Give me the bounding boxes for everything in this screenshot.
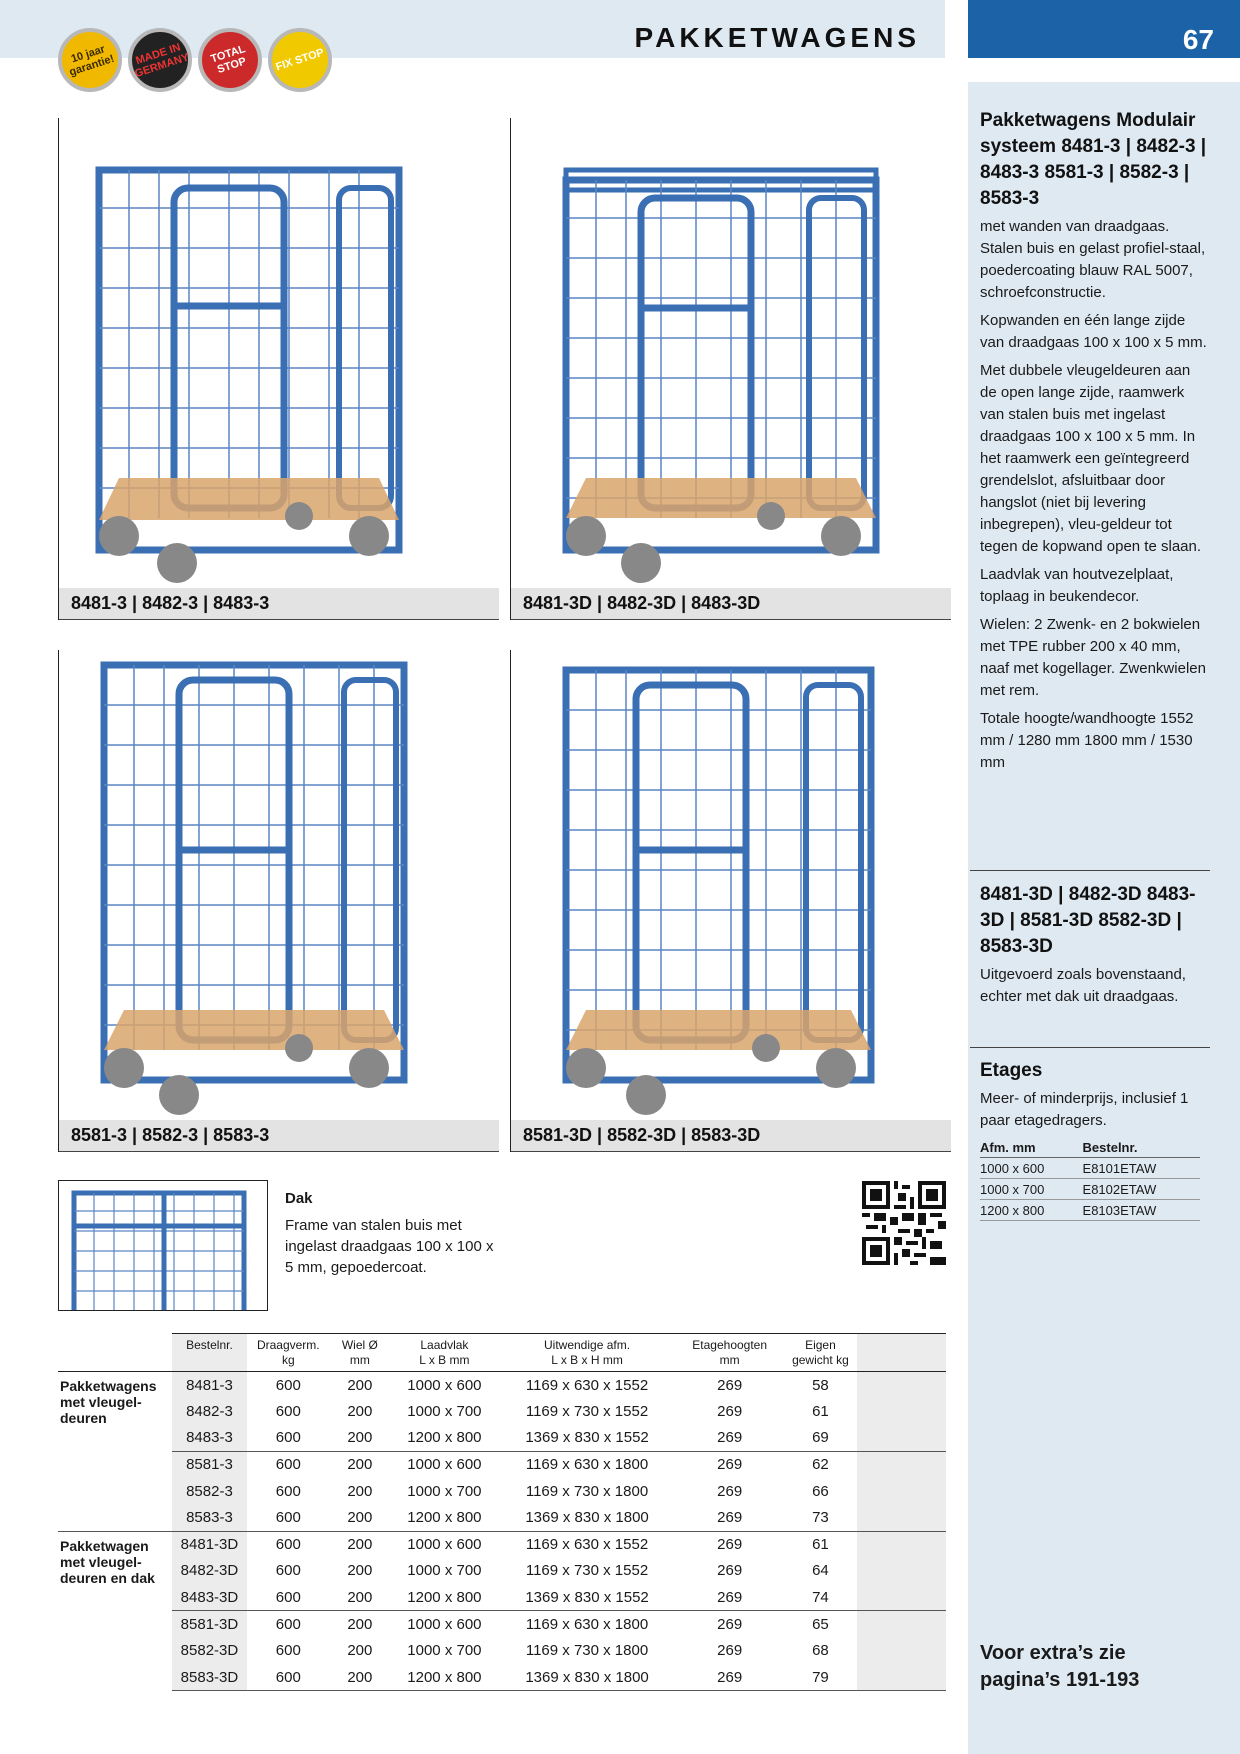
- cell: 269: [717, 1429, 743, 1447]
- cell: 269: [717, 1588, 743, 1606]
- table-row: [58, 1425, 946, 1452]
- cell-order-no: 8482-3D: [172, 1558, 247, 1585]
- cell: 269: [717, 1562, 743, 1580]
- table-row: [980, 1179, 1200, 1200]
- cell: 600: [247, 1531, 330, 1558]
- table-row: [980, 1200, 1200, 1221]
- roof-title: Dak: [285, 1190, 313, 1207]
- cell-order-no: 8483-3D: [172, 1584, 247, 1611]
- cell: 61: [812, 1402, 829, 1420]
- cell: 269: [717, 1482, 743, 1500]
- cell: 65: [784, 1611, 857, 1638]
- col-header: Wiel Ø mm: [330, 1334, 390, 1372]
- cell: 600: [247, 1611, 330, 1638]
- col-header: Bestelnr.: [1083, 1138, 1200, 1158]
- cell-fill: [857, 1372, 946, 1399]
- cell: 1000 x 600: [390, 1451, 499, 1478]
- table-row: [58, 1372, 946, 1399]
- roof-image: [58, 1180, 268, 1311]
- cell: 1169 x 630 x 1552: [525, 1376, 649, 1394]
- cell: 200: [330, 1664, 390, 1691]
- specs-table: [58, 1333, 946, 1691]
- caption-8481-3D: 8481-3D | 8482-3D | 8483-3D: [511, 588, 951, 620]
- cell-fill: [857, 1398, 946, 1425]
- cell-fill: [857, 1478, 946, 1505]
- cell: 1000 x 600: [390, 1611, 499, 1638]
- page-title: PAKKETWAGENS: [634, 22, 920, 53]
- cell: 64: [812, 1562, 829, 1580]
- cell: 200: [347, 1402, 373, 1420]
- cell: 58: [812, 1376, 829, 1394]
- cell: 68: [812, 1642, 829, 1660]
- group-label: Pakketwagen met vleugel-deuren en dak: [58, 1531, 172, 1691]
- cell: 74: [812, 1588, 829, 1606]
- cell: 1200 x 800: [980, 1200, 1083, 1221]
- cell: E8101ETAW: [1083, 1158, 1200, 1179]
- cell: 600: [247, 1451, 330, 1478]
- etages-table: [980, 1138, 1200, 1221]
- table-row: [58, 1531, 946, 1558]
- cell: 600: [275, 1429, 301, 1447]
- cell-order-no: 8583-3D: [172, 1664, 247, 1691]
- cell-fill: [857, 1584, 946, 1611]
- cell: 269: [717, 1376, 743, 1394]
- table-header-row: [58, 1334, 946, 1372]
- caption-8581-3: 8581-3 | 8582-3 | 8583-3: [59, 1120, 499, 1152]
- cell: 1000 x 700: [407, 1402, 482, 1420]
- section-title: Pakketwagens Modulair systeem 8481-3 | 8482-3 | 8483-3 8581-3 | 8582-3 | 8583-3: [980, 110, 1207, 209]
- cell: 269: [717, 1509, 743, 1527]
- cell: 200: [347, 1429, 373, 1447]
- col-header: Eigen gewicht kg: [784, 1334, 857, 1372]
- cell: E8102ETAW: [1083, 1179, 1200, 1200]
- sidebar-section-etages: [980, 1058, 1210, 1132]
- cell: E8103ETAW: [1083, 1200, 1200, 1221]
- cell: 1169 x 730 x 1800: [525, 1482, 649, 1500]
- table-row: [58, 1398, 946, 1425]
- table-row: [58, 1451, 946, 1478]
- col-header: Etagehoogten mm: [675, 1334, 784, 1372]
- sidebar-divider: [970, 870, 1210, 871]
- cell: 61: [784, 1531, 857, 1558]
- table-row: [980, 1158, 1200, 1179]
- cell: 200: [347, 1376, 373, 1394]
- cell: 200: [330, 1451, 390, 1478]
- cell: 1369 x 830 x 1552: [525, 1588, 649, 1606]
- cell: 73: [812, 1509, 829, 1527]
- col-header: Uitwendige afm. L x B x H mm: [499, 1334, 675, 1372]
- cell: 1369 x 830 x 1800: [499, 1664, 675, 1691]
- product-image-8481-3: [58, 118, 498, 620]
- cell-order-no: 8481-3D: [172, 1531, 247, 1558]
- cell: 200: [347, 1642, 373, 1660]
- cell: 1200 x 800: [407, 1509, 482, 1527]
- cell: 269: [675, 1664, 784, 1691]
- section-title: Etages: [980, 1060, 1043, 1081]
- table-row: [58, 1478, 946, 1505]
- cell: 1000 x 700: [407, 1482, 482, 1500]
- section-paragraph: Kopwanden en één lange zijde van draadgaas 100 x 100 x 5 mm.: [980, 312, 1207, 351]
- table-row: [58, 1584, 946, 1611]
- cell: 600: [247, 1664, 330, 1691]
- cell: 600: [275, 1642, 301, 1660]
- cell: 1169 x 730 x 1552: [525, 1402, 649, 1420]
- caption-8581-3D: 8581-3D | 8582-3D | 8583-3D: [511, 1120, 951, 1152]
- cell-order-no: 8582-3: [172, 1478, 247, 1505]
- cell-order-no: 8581-3D: [172, 1611, 247, 1638]
- cell-fill: [857, 1504, 946, 1531]
- cell-fill: [857, 1664, 946, 1691]
- table-row: [58, 1611, 946, 1638]
- group-header: [58, 1334, 172, 1372]
- extras-reference[interactable]: Voor extra’s zie pagina’s 191-193: [980, 1642, 1140, 1691]
- col-header: Laadvlak L x B mm: [390, 1334, 499, 1372]
- section-paragraph: Met dubbele vleugeldeuren aan de open lange zijde, raamwerk van stalen buis met ingelast draadgaas 100 x 100 x 5 mm. In het raamwerk een geïntegreerd grendelslot, afsluitbaar door hangslot (niet bij levering inbegrepen), vleu-geldeur tot tegen de kopwand open te slaan.: [980, 362, 1202, 555]
- cell: 79: [784, 1664, 857, 1691]
- cell-order-no: 8581-3: [172, 1451, 247, 1478]
- table-header-row: [980, 1138, 1200, 1158]
- cell-fill: [857, 1451, 946, 1478]
- table-row: [58, 1558, 946, 1585]
- cell: 69: [812, 1429, 829, 1447]
- section-paragraph: Totale hoogte/wandhoogte 1552 mm / 1280 mm 1800 mm / 1530 mm: [980, 710, 1194, 771]
- cell: 600: [275, 1482, 301, 1500]
- cart-illustration: [511, 118, 951, 588]
- cell-fill: [857, 1637, 946, 1664]
- cell: 269: [675, 1451, 784, 1478]
- cell: 600: [275, 1588, 301, 1606]
- cell-order-no: 8481-3: [172, 1372, 247, 1399]
- cell: 200: [347, 1588, 373, 1606]
- cell: 1000 x 700: [980, 1179, 1083, 1200]
- cart-illustration: [59, 650, 499, 1120]
- page-number: 67: [968, 0, 1240, 58]
- cell: 200: [347, 1562, 373, 1580]
- cell-order-no: 8482-3: [172, 1398, 247, 1425]
- cell: 1000 x 600: [980, 1158, 1083, 1179]
- col-header-blank: [857, 1334, 946, 1372]
- cell: 66: [812, 1482, 829, 1500]
- cell: 200: [330, 1611, 390, 1638]
- sidebar-section-roof: [980, 882, 1210, 1008]
- cell-fill: [857, 1611, 946, 1638]
- cell: 1200 x 800: [407, 1429, 482, 1447]
- qr-code[interactable]: [862, 1181, 946, 1265]
- cart-illustration: [59, 118, 499, 588]
- cell: 1169 x 630 x 1800: [499, 1451, 675, 1478]
- roof-description: Frame van stalen buis met ingelast draadgaas 100 x 100 x 5 mm, gepoedercoat.: [285, 1217, 494, 1276]
- cell: 1200 x 800: [407, 1588, 482, 1606]
- cell: 62: [784, 1451, 857, 1478]
- table-row: [58, 1504, 946, 1531]
- cell: 1169 x 630 x 1552: [499, 1531, 675, 1558]
- cell: 200: [347, 1509, 373, 1527]
- cell: 1000 x 600: [390, 1531, 499, 1558]
- col-header: Bestelnr.: [172, 1334, 247, 1372]
- cell: 200: [347, 1482, 373, 1500]
- product-image-8581-3: [58, 650, 498, 1152]
- fix-stop-badge: FIX STOP: [268, 28, 332, 92]
- group-label: Pakketwagens met vleugel-deuren: [60, 1378, 157, 1426]
- section-paragraph: met wanden van draadgaas. Stalen buis en gelast profiel-staal, poedercoating blauw RAL 5007, schroefconstructie.: [980, 218, 1206, 301]
- cell-order-no: 8583-3: [172, 1504, 247, 1531]
- cell: 269: [717, 1642, 743, 1660]
- cell: 1169 x 730 x 1800: [525, 1642, 649, 1660]
- cell: 600: [275, 1562, 301, 1580]
- col-header: Afm. mm: [980, 1138, 1083, 1158]
- sidebar-section-main: [980, 108, 1210, 774]
- cell-order-no: 8582-3D: [172, 1637, 247, 1664]
- roof-illustration: [59, 1181, 268, 1311]
- cell: 1000 x 600: [407, 1376, 482, 1394]
- cell: 1000 x 700: [407, 1562, 482, 1580]
- cell: 600: [275, 1402, 301, 1420]
- total-stop-badge: TOTAL STOP: [198, 28, 262, 92]
- section-paragraph: Meer- of minderprijs, inclusief 1 paar etagedragers.: [980, 1090, 1189, 1129]
- warranty-badge: 10 jaar garantie!: [58, 28, 122, 92]
- table-row: [58, 1664, 946, 1691]
- cell: 269: [717, 1402, 743, 1420]
- section-paragraph: Wielen: 2 Zwenk- en 2 bokwielen met TPE rubber 200 x 40 mm, naaf met kogellager. Zwenkwielen met rem.: [980, 616, 1206, 699]
- table-row: [58, 1637, 946, 1664]
- cell-fill: [857, 1531, 946, 1558]
- cell-fill: [857, 1425, 946, 1452]
- cell-order-no: 8483-3: [172, 1425, 247, 1452]
- section-title: 8481-3D | 8482-3D 8483-3D | 8581-3D 8582-3D | 8583-3D: [980, 884, 1196, 957]
- cell: 600: [275, 1509, 301, 1527]
- cell: 1369 x 830 x 1800: [525, 1509, 649, 1527]
- cell: 1369 x 830 x 1552: [525, 1429, 649, 1447]
- cell: 269: [675, 1531, 784, 1558]
- made-in-germany-badge: MADE IN GERMANY: [128, 28, 192, 92]
- cell: 269: [675, 1611, 784, 1638]
- product-image-8481-3D: [510, 118, 950, 620]
- cell: 600: [275, 1376, 301, 1394]
- col-header: Draagverm. kg: [247, 1334, 330, 1372]
- cell: 1169 x 630 x 1800: [499, 1611, 675, 1638]
- cell: 1200 x 800: [390, 1664, 499, 1691]
- cell: 1000 x 700: [407, 1642, 482, 1660]
- cell: 200: [330, 1531, 390, 1558]
- cart-illustration: [511, 650, 951, 1120]
- caption-8481-3: 8481-3 | 8482-3 | 8483-3: [59, 588, 499, 620]
- section-paragraph: Laadvlak van houtvezelplaat, toplaag in beukendecor.: [980, 566, 1174, 605]
- sidebar-divider: [970, 1047, 1210, 1048]
- cell: 1169 x 730 x 1552: [525, 1562, 649, 1580]
- section-paragraph: Uitgevoerd zoals bovenstaand, echter met dak uit draadgaas.: [980, 966, 1186, 1005]
- cell-fill: [857, 1558, 946, 1585]
- product-image-8581-3D: [510, 650, 950, 1152]
